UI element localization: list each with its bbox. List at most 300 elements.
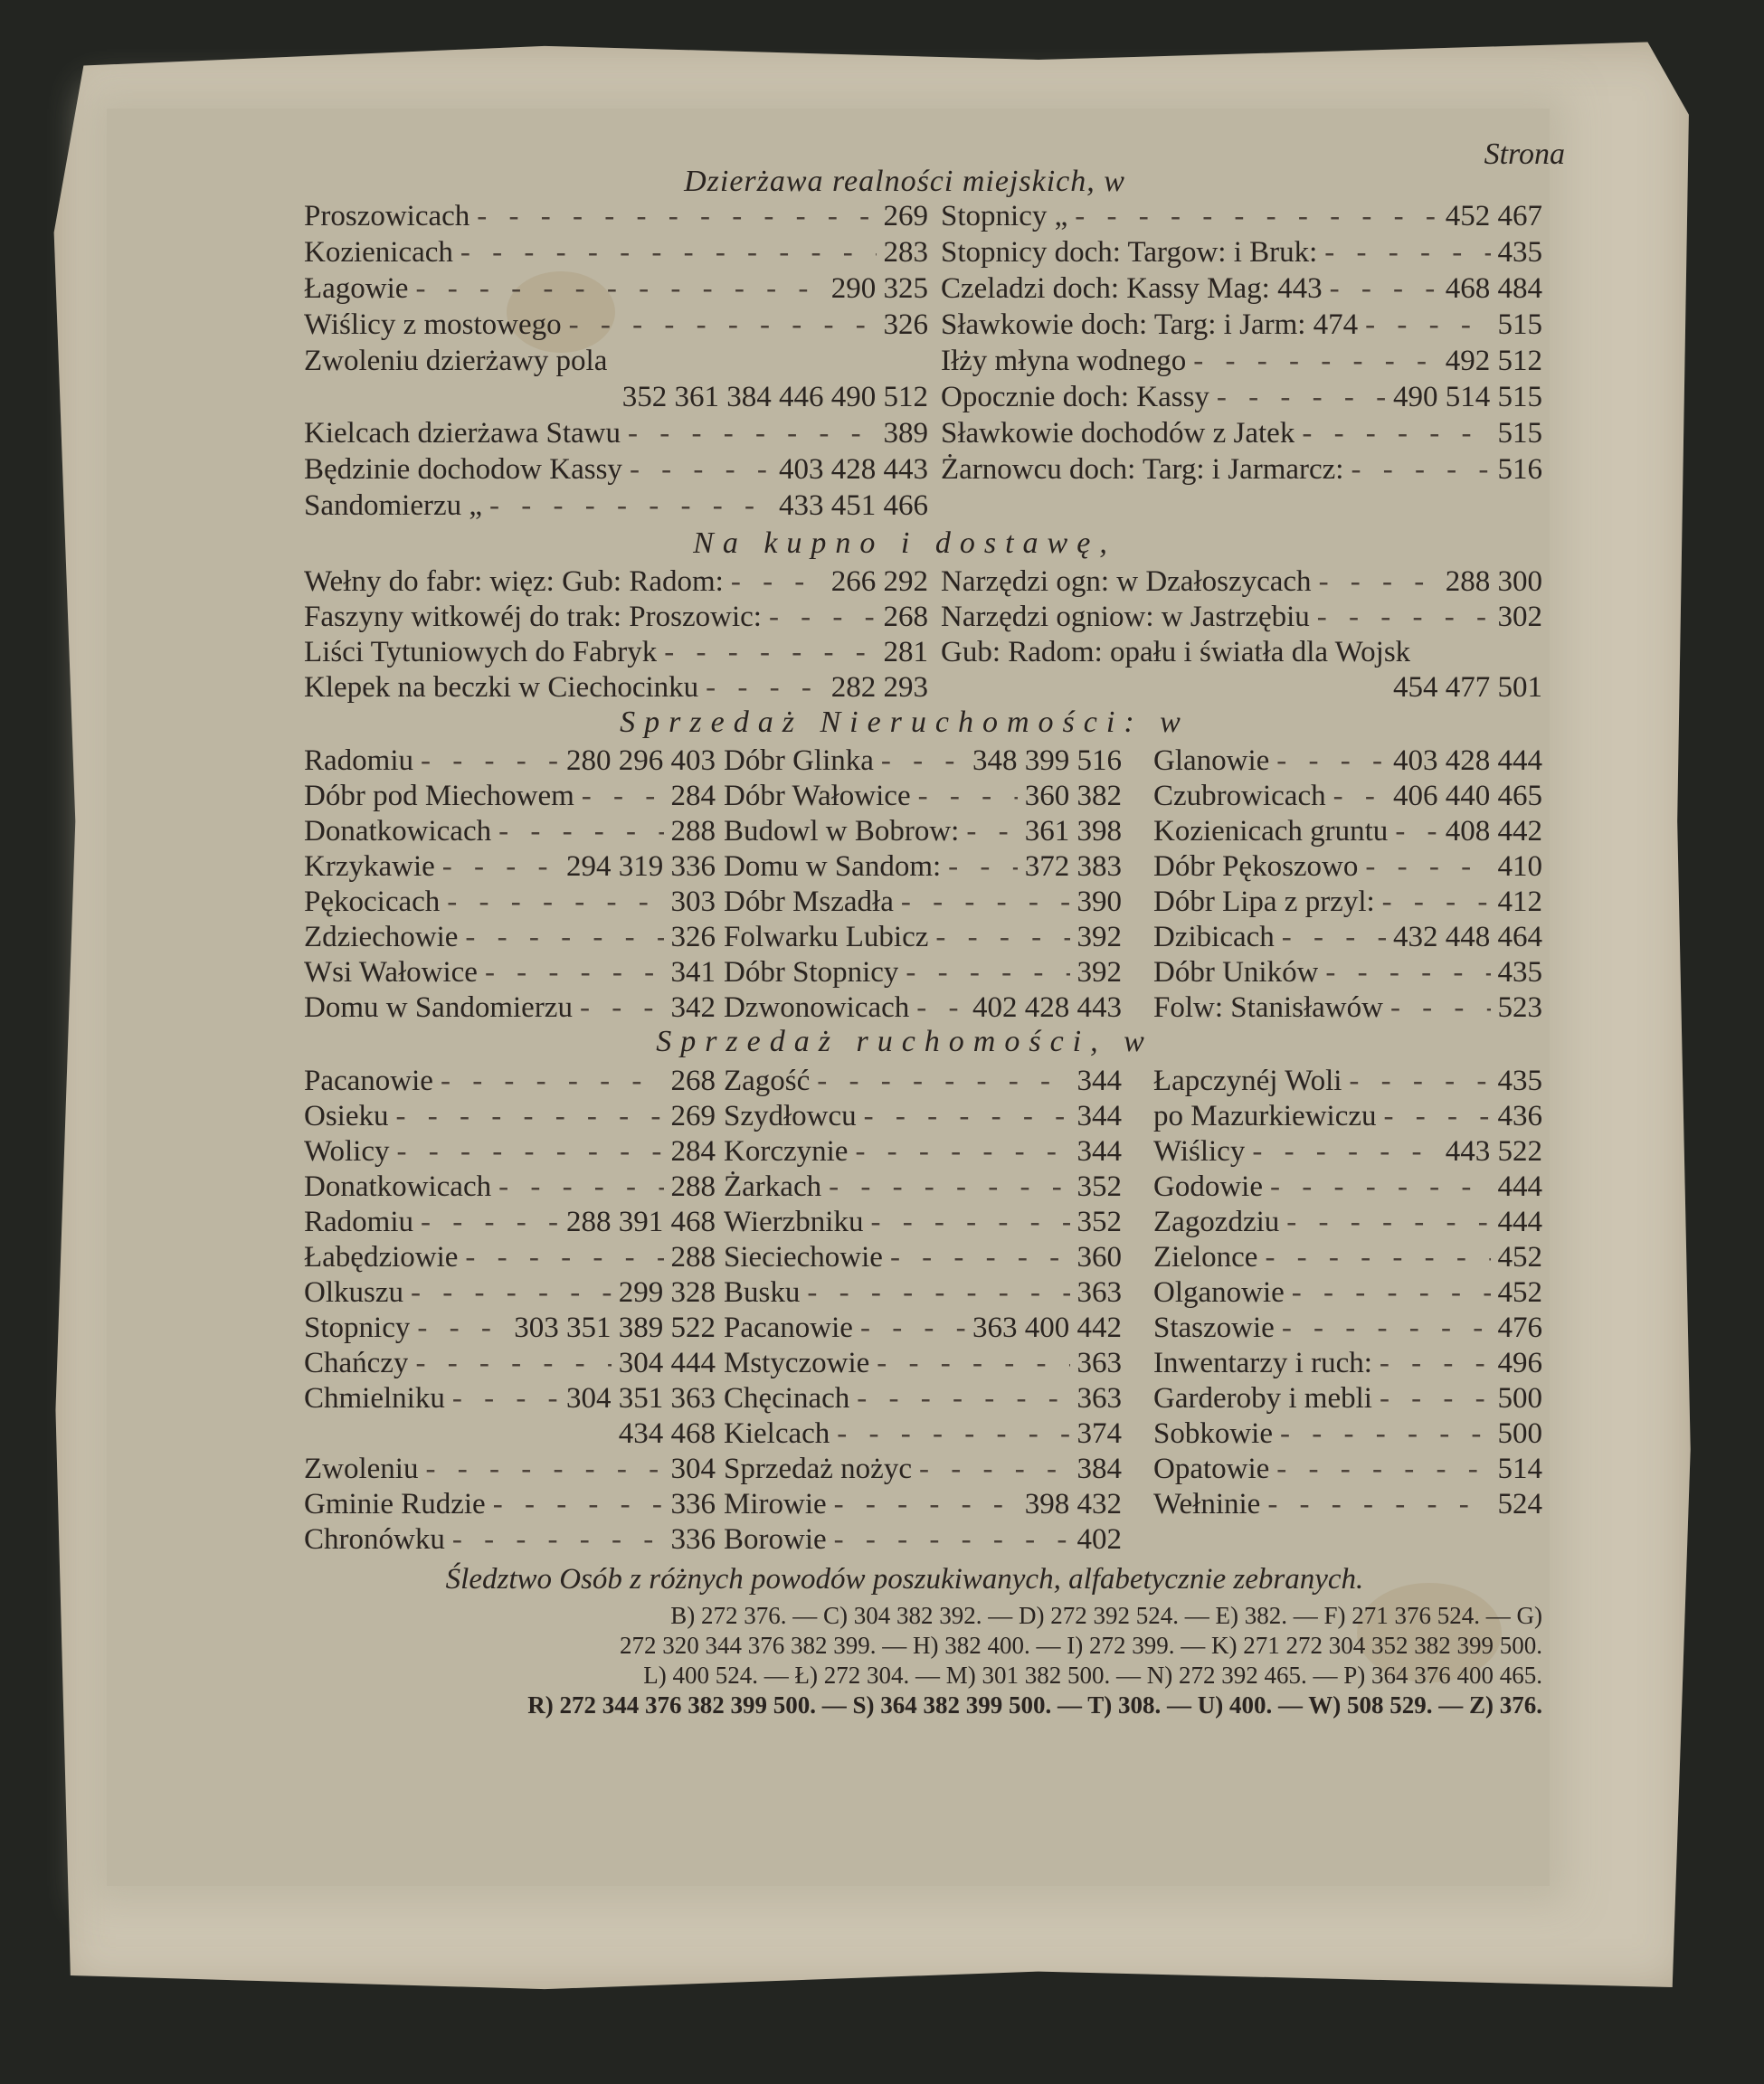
index-entry [724,1099,1122,1133]
entry-pages: 303 [670,886,716,918]
entry-place: Dóbr Uników [1153,956,1319,989]
entry-pages: 342 [670,991,716,1024]
leader-dashes [706,670,824,705]
entry-pages: 402 [1076,1523,1122,1556]
leader-dashes [465,920,663,954]
entry-place: Czubrowicach [1153,780,1326,812]
entry-pages: 392 [1076,956,1122,989]
sledztwo-line: B) 272 376. — C) 304 382 392. — D) 272 392 524. — E) 382. — F) 271 376 524. — G) [670,1602,1542,1629]
index-entry [724,885,1122,919]
entry-place: Sandomierzu „ [304,489,483,522]
index-entry [1153,1381,1542,1416]
leader-dashes [1380,1381,1491,1416]
leader-dashes [498,814,663,848]
entry-place: Donatkowicach [304,815,492,848]
leader-dashes [1319,564,1438,599]
entry-place: Radomiu [304,744,413,777]
leader-dashes [1302,416,1490,450]
entry-pages: 288 [670,1241,716,1274]
leader-dashes [769,600,877,634]
index-entry [724,1381,1122,1416]
index-entry [304,1346,716,1380]
entry-place: Dóbr Mszadła [724,886,894,918]
entry-pages: 336 [670,1488,716,1520]
leader-dashes [425,1452,663,1486]
entry-place: Chęcinach [724,1382,850,1415]
entry-pages: 444 [1497,1170,1542,1203]
entry-place: Zwoleniu dzierżawy pola [304,345,608,377]
index-entry [304,885,716,919]
index-entry [941,235,1542,270]
entry-place: Gub: Radom: opału i światła dla Wojsk [941,636,1411,668]
entry-place: Godowie [1153,1170,1263,1203]
entry-pages: 492 512 [1445,345,1542,377]
entry-pages: 288 391 468 [566,1206,716,1238]
entry-pages: 326 [883,308,928,341]
entry-pages: 390 [1076,886,1122,918]
leader-dashes [1252,1134,1437,1169]
entry-place: Pacanowie [304,1065,433,1097]
leader-dashes [460,235,877,270]
leader-dashes [1282,920,1386,954]
entry-pages: 363 400 442 [972,1312,1122,1344]
entry-pages: 374 [1076,1417,1122,1450]
leader-dashes [935,920,1069,954]
index-entry [1153,1134,1542,1169]
entry-place: Dóbr Stopnicy [724,956,899,989]
index-entry [1153,920,1542,954]
leader-dashes [1349,1064,1490,1098]
entry-pages: 269 [670,1100,716,1132]
entry-pages: 268 [670,1065,716,1097]
entry-pages: 500 [1497,1382,1542,1415]
index-entry [304,779,716,813]
leader-dashes [918,779,1018,813]
index-entry [1153,990,1542,1025]
entry-place: Staszowie [1153,1312,1275,1344]
index-entry [304,488,928,523]
entry-place: Inwentarzy i ruch: [1153,1347,1372,1379]
entry-place: Chronówku [304,1523,445,1556]
index-entry [1153,1346,1542,1380]
entry-place: Dzibicach [1153,921,1275,953]
entry-place: Faszyny witkowéj do trak: Proszowic: [304,601,762,633]
leader-dashes [442,849,559,884]
entry-pages: 408 442 [1445,815,1542,848]
entry-pages: 269 [883,200,928,232]
leader-dashes [421,744,559,778]
entry-place: Dóbr pod Miechowem [304,780,574,812]
leader-dashes [411,1275,612,1310]
entry-place: Budowl w Bobrow: [724,815,960,848]
index-entry [941,635,1542,669]
index-entry [724,1134,1122,1169]
leader-dashes [1382,885,1491,919]
entry-pages: 490 514 515 [1393,381,1542,413]
leader-dashes [890,1240,1070,1274]
index-entry [304,955,716,990]
index-entry [1153,885,1542,919]
index-entry [304,1381,716,1416]
leader-dashes [493,1487,664,1521]
index-entry [1153,1099,1542,1133]
leader-dashes [1384,1099,1491,1133]
entry-pages: 344 [1076,1135,1122,1168]
index-entry [304,920,716,954]
entry-pages: 524 [1497,1488,1542,1520]
index-entry [1153,814,1542,848]
entry-pages: 344 [1076,1100,1122,1132]
entry-place: Łabędziowie [304,1241,459,1274]
leader-dashes [1292,1275,1491,1310]
entry-pages: 434 468 [618,1417,716,1450]
leader-dashes [447,885,663,919]
entry-place: Proszowicach [304,200,470,232]
entry-place: Sławkowie dochodów z Jatek [941,417,1295,450]
entry-pages: 433 451 466 [779,489,928,522]
entry-pages: 299 328 [618,1276,716,1309]
entry-place: Żarnowcu doch: Targ: i Jarmarcz: [941,453,1344,486]
entry-place: Zielonce [1153,1241,1258,1274]
leader-dashes [834,1522,1070,1557]
entry-pages: 406 440 465 [1393,780,1542,812]
leader-dashes [1390,990,1491,1025]
entry-pages: 304 [670,1453,716,1485]
entry-pages: 363 [1076,1347,1122,1379]
index-entry [724,1311,1122,1345]
entry-pages: 389 [883,417,928,450]
entry-place: Olkuszu [304,1276,403,1309]
index-entry [941,344,1542,378]
index-entry [1153,1311,1542,1345]
index-entry [941,564,1542,599]
index-entry [724,779,1122,813]
entry-pages: 452 [1497,1241,1542,1274]
entry-place: Wsi Wałowice [304,956,478,989]
leader-dashes [441,1064,664,1098]
entry-pages: 294 319 336 [566,850,716,883]
entry-pages: 290 325 [830,272,928,305]
leader-dashes [1324,235,1490,270]
leader-dashes [421,1205,559,1239]
leader-dashes [857,1381,1069,1416]
entry-place: Narzędzi ogn: w Dzałoszycach [941,565,1312,598]
leader-dashes [1351,452,1490,487]
index-entry [941,416,1542,450]
entry-pages: 284 [670,780,716,812]
entry-pages: 288 [670,1170,716,1203]
index-entry [304,1240,716,1274]
index-entry [304,271,928,306]
leader-dashes [966,814,1017,848]
index-entry [941,452,1542,487]
entry-place: Busku [724,1276,801,1309]
entry-pages: 288 300 [1445,565,1542,598]
index-entry [724,920,1122,954]
entry-pages: 360 [1076,1241,1122,1274]
entry-pages: 496 [1497,1347,1542,1379]
entry-place: Osieku [304,1100,389,1132]
leader-dashes [1217,380,1386,414]
entry-pages: 341 [670,956,716,989]
leader-dashes [1075,199,1438,233]
index-entry [1153,1416,1542,1451]
entry-pages: 410 [1497,850,1542,883]
entry-place: Narzędzi ogniow: w Jastrzębiu [941,601,1310,633]
entry-place: Łapczynéj Woli [1153,1065,1342,1097]
entry-place: Zdziechowie [304,921,459,953]
index-entry [1153,849,1542,884]
entry-place: Zwoleniu [304,1453,419,1485]
index-entry [724,744,1122,778]
leader-dashes [901,885,1070,919]
entry-pages: 514 [1497,1453,1542,1485]
leader-dashes [417,1311,507,1345]
entry-place: Domu w Sandomierzu [304,991,573,1024]
index-entry [724,1205,1122,1239]
index-entry [304,380,928,414]
entry-pages: 372 383 [1024,850,1122,883]
entry-place: Sobkowie [1153,1417,1273,1450]
leader-dashes [1280,1416,1491,1451]
entry-place: Dóbr Pękoszowo [1153,850,1359,883]
entry-pages: 403 428 443 [779,453,928,486]
index-entry [724,1346,1122,1380]
entry-place: Donatkowicach [304,1170,492,1203]
leader-dashes [630,452,772,487]
index-entry [941,308,1542,342]
index-entry [724,1487,1122,1521]
entry-place: Sieciechowie [724,1241,883,1274]
entry-pages: 282 293 [830,671,928,704]
entry-place: Czeladzi doch: Kassy Mag: 443 [941,272,1323,305]
index-entry [941,670,1542,705]
index-entry [724,955,1122,990]
entry-pages: 398 432 [1024,1488,1122,1520]
entry-pages: 288 [670,815,716,848]
index-entry [304,1311,716,1345]
strona-label: Strona [1484,137,1565,171]
entry-place: Kozienicach gruntu [1153,815,1389,848]
entry-place: Żarkach [724,1170,822,1203]
sledztwo-line: 272 320 344 376 382 399. — H) 382 400. — I) 272 399. — K) 271 272 304 352 382 399 500. [620,1632,1542,1659]
entry-place: Zagość [724,1065,811,1097]
index-entry [304,1416,716,1451]
leader-dashes [1395,814,1437,848]
entry-pages: 435 [1497,236,1542,269]
index-entry [1153,1452,1542,1486]
index-entry [304,1064,716,1098]
leader-dashes [906,955,1069,990]
index-entry [724,814,1122,848]
index-entry [304,1487,716,1521]
entry-pages: 352 [1076,1170,1122,1203]
entry-pages: 361 398 [1024,815,1122,848]
entry-place: Chańczy [304,1347,409,1379]
leader-dashes [465,1240,663,1274]
leader-dashes [1270,1170,1491,1204]
entry-pages: 523 [1497,991,1542,1024]
leader-dashes [1365,849,1490,884]
entry-place: Wierzbniku [724,1206,864,1238]
leader-dashes [498,1170,663,1204]
entry-place: Glanowie [1153,744,1270,777]
index-entry [304,452,928,487]
leader-dashes [916,990,965,1025]
leader-dashes [628,416,877,450]
index-entry [941,600,1542,634]
entry-place: Opatowie [1153,1453,1270,1485]
entry-place: Dzwonowicach [724,991,910,1024]
index-entry [304,1099,716,1133]
entry-place: Kielcach [724,1417,830,1450]
leader-dashes [919,1452,1070,1486]
entry-pages: 363 [1076,1276,1122,1309]
leader-dashes [864,1099,1070,1133]
index-entry [1153,1275,1542,1310]
entry-pages: 304 444 [618,1347,716,1379]
leader-dashes [834,1487,1018,1521]
entry-pages: 452 467 [1445,200,1542,232]
leader-dashes [580,990,664,1025]
index-entry [941,380,1542,414]
entry-place: Olganowie [1153,1276,1285,1309]
index-entry [1153,779,1542,813]
entry-pages: 444 [1497,1206,1542,1238]
leader-dashes [870,1205,1069,1239]
leader-dashes [1265,1240,1490,1274]
entry-pages: 302 [1497,601,1542,633]
entry-place: Borowie [724,1523,827,1556]
entry-place: Chmielniku [304,1382,445,1415]
sledztwo-line: L) 400 524. — Ł) 272 304. — M) 301 382 500. — N) 272 392 465. — P) 364 376 400 465. [643,1662,1542,1689]
entry-pages: 452 [1497,1276,1542,1309]
entry-pages: 454 477 501 [1393,671,1542,704]
leader-dashes [1282,1311,1491,1345]
leader-dashes [837,1416,1069,1451]
entry-place: Iłży młyna wodnego [941,345,1187,377]
leader-dashes [881,744,965,778]
index-entry [304,670,928,705]
entry-pages: 412 [1497,886,1542,918]
index-entry [724,1170,1122,1204]
leader-dashes [1330,271,1438,306]
leader-dashes [1380,1346,1491,1380]
index-entry [304,308,928,342]
index-entry [724,1452,1122,1486]
entry-pages: 360 382 [1024,780,1122,812]
entry-pages: 281 [883,636,928,668]
leader-dashes [397,1134,664,1169]
index-entry [304,235,928,270]
entry-place: Wiślicy [1153,1135,1246,1168]
sledztwo-line: R) 272 344 376 382 399 500. — S) 364 382 399 500. — T) 308. — U) 400. — W) 508 529. — Z) 376. [527,1691,1542,1719]
entry-place: Szydłowcu [724,1100,857,1132]
entry-place: Wiślicy z mostowego [304,308,562,341]
leader-dashes [877,1346,1069,1380]
index-entry [1153,1487,1542,1521]
entry-place: Dóbr Glinka [724,744,874,777]
entry-pages: 516 [1497,453,1542,486]
entry-place: Mstyczowie [724,1347,870,1379]
index-entry [941,199,1542,233]
leader-dashes [569,308,877,342]
leader-dashes [1267,1487,1490,1521]
entry-place: Będzinie dochodow Kassy [304,453,622,486]
entry-pages: 435 [1497,1065,1542,1097]
entry-place: Dóbr Lipa z przyl: [1153,886,1375,918]
entry-place: Kielcach dzierżawa Stawu [304,417,621,450]
entry-place: Gminie Rudzie [304,1488,486,1520]
leader-dashes [452,1522,664,1557]
entry-place: Korczynie [724,1135,849,1168]
entry-place: Łagowie [304,272,409,305]
index-entry [1153,955,1542,990]
heading-dzierzawa: Dzierżawa realności miejskich, w [684,165,1125,198]
index-entry [304,1275,716,1310]
entry-place: Wełny do fabr: więz: Gub: Radom: [304,565,724,598]
entry-pages: 352 [1076,1206,1122,1238]
entry-pages: 435 [1497,956,1542,989]
entry-place: Wolicy [304,1135,390,1168]
entry-pages: 336 [670,1523,716,1556]
entry-pages: 384 [1076,1453,1122,1485]
leader-dashes [1286,1205,1490,1239]
entry-place: Krzykawie [304,850,435,883]
leader-dashes [1276,744,1386,778]
leader-dashes [855,1134,1069,1169]
index-entry [304,1170,716,1204]
leader-dashes [731,564,824,599]
entry-pages: 304 351 363 [566,1382,716,1415]
index-entry [724,1275,1122,1310]
entry-pages: 326 [670,921,716,953]
leader-dashes [1276,1452,1490,1486]
entry-place: Stopnicy [304,1312,411,1344]
leader-dashes [415,1346,611,1380]
leader-dashes [477,199,876,233]
index-entry [304,416,928,450]
leader-dashes [1333,779,1386,813]
entry-pages: 283 [883,236,928,269]
entry-place: Klepek na beczki w Ciechocinku [304,671,699,704]
entry-pages: 352 361 384 446 490 512 [621,381,928,413]
index-entry [724,1522,1122,1557]
entry-pages: 344 [1076,1065,1122,1097]
entry-pages: 468 484 [1445,272,1542,305]
entry-pages: 403 428 444 [1393,744,1542,777]
entry-place: Mirowie [724,1488,827,1520]
entry-place: Wełninie [1153,1488,1261,1520]
entry-pages: 443 522 [1445,1135,1542,1168]
heading-nieruchomosci: Sprzedaż Nieruchomości: w [620,706,1190,739]
index-entry [724,1416,1122,1451]
entry-place: Stopnicy „ [941,200,1068,232]
heading-ruchomosci: Sprzedaż ruchomości, w [656,1025,1153,1058]
leader-dashes [1365,308,1490,342]
entry-pages: 266 292 [830,565,928,598]
leader-dashes [860,1311,965,1345]
index-entry [1153,1240,1542,1274]
entry-pages: 268 [883,601,928,633]
entry-place: Stopnicy doch: Targow: i Bruk: [941,236,1318,269]
leader-dashes [948,849,1018,884]
index-entry [304,344,928,378]
entry-place: Sławkowie doch: Targ: i Jarm: 474 [941,308,1359,341]
index-entry [1153,744,1542,778]
entry-pages: 392 [1076,921,1122,953]
index-entry [724,1064,1122,1098]
